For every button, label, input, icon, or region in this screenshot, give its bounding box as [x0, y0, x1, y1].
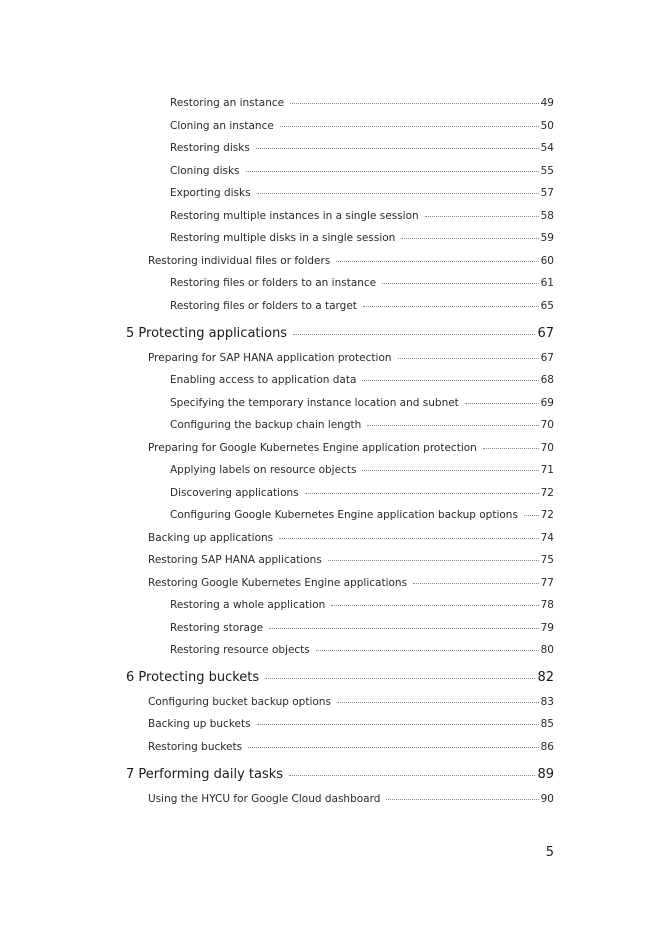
toc-entry-page: 58	[540, 210, 554, 222]
toc-entry[interactable]	[148, 255, 554, 267]
toc-entry[interactable]	[170, 210, 554, 222]
dot-leader	[362, 380, 538, 381]
dot-leader	[305, 493, 539, 494]
toc-entry[interactable]	[170, 509, 554, 521]
dot-leader	[363, 306, 539, 307]
toc-entry-page: 67	[537, 326, 554, 341]
toc-entry[interactable]	[170, 622, 554, 634]
dot-leader	[280, 126, 539, 127]
toc-entry-title: Restoring a whole application	[170, 599, 326, 611]
toc-entry-page: 71	[540, 464, 554, 476]
toc-entry-title: Cloning disks	[170, 165, 240, 177]
dot-leader	[257, 193, 539, 194]
toc-entry[interactable]	[170, 599, 554, 611]
toc-entry-page: 75	[540, 554, 554, 566]
dot-leader	[398, 358, 539, 359]
dot-leader	[362, 470, 538, 471]
dot-leader	[524, 515, 539, 516]
dot-leader	[269, 628, 539, 629]
toc-entry-title: Configuring bucket backup options	[148, 696, 331, 708]
toc-entry-title: 6 Protecting buckets	[126, 670, 260, 685]
toc-entry-title: Enabling access to application data	[170, 374, 357, 386]
toc-entry-title: Specifying the temporary instance location and subnet	[170, 397, 459, 409]
toc-entry-page: 69	[540, 397, 554, 409]
toc-entry-page: 79	[540, 622, 554, 634]
toc-entry-page: 74	[540, 532, 554, 544]
toc-entry[interactable]	[170, 165, 554, 177]
dot-leader	[289, 775, 535, 776]
toc-entry-page: 59	[540, 232, 554, 244]
toc-entry[interactable]	[170, 374, 554, 386]
toc-entry[interactable]	[148, 532, 554, 544]
toc-entry-title: Restoring multiple instances in a single session	[170, 210, 419, 222]
dot-leader	[382, 283, 538, 284]
toc-entry-title: Configuring the backup chain length	[170, 419, 362, 431]
toc-entry-page: 72	[540, 509, 554, 521]
toc-entry-page: 49	[540, 97, 554, 109]
dot-leader	[367, 425, 538, 426]
dot-leader	[290, 103, 539, 104]
toc-entry-title: Exporting disks	[170, 187, 251, 199]
toc-entry-page: 68	[540, 374, 554, 386]
toc-chapter-entry[interactable]	[126, 670, 554, 685]
toc-entry[interactable]	[148, 442, 554, 454]
dot-leader	[256, 148, 539, 149]
toc-entry[interactable]	[170, 232, 554, 244]
toc-entry-title: Restoring disks	[170, 142, 250, 154]
toc-entry-page: 77	[540, 577, 554, 589]
toc-entry-title: Configuring Google Kubernetes Engine application backup options	[170, 509, 518, 521]
toc-entry-page: 65	[540, 300, 554, 312]
dot-leader	[293, 334, 535, 335]
dot-leader	[425, 216, 539, 217]
dot-leader	[336, 261, 538, 262]
toc-entry-title: 5 Protecting applications	[126, 326, 288, 341]
toc-entry-page: 61	[540, 277, 554, 289]
toc-entry-page: 90	[540, 793, 554, 805]
toc-entry-page: 70	[540, 442, 554, 454]
toc-entry[interactable]	[148, 696, 554, 708]
toc-entry-title: Using the HYCU for Google Cloud dashboard	[148, 793, 381, 805]
toc-entry-title: Cloning an instance	[170, 120, 274, 132]
toc-entry-title: 7 Performing daily tasks	[126, 767, 284, 782]
dot-leader	[483, 448, 539, 449]
toc-entry[interactable]	[148, 718, 554, 730]
toc-entry[interactable]	[170, 397, 554, 409]
toc-entry[interactable]	[148, 793, 554, 805]
toc-entry-title: Restoring resource objects	[170, 644, 310, 656]
toc-entry-title: Restoring buckets	[148, 741, 243, 753]
toc-entry-title: Discovering applications	[170, 487, 299, 499]
toc-entry[interactable]	[170, 277, 554, 289]
toc-entry-page: 72	[540, 487, 554, 499]
dot-leader	[386, 799, 538, 800]
dot-leader	[265, 678, 535, 679]
toc-entry-title: Backing up applications	[148, 532, 274, 544]
toc-entry[interactable]	[170, 120, 554, 132]
toc-entry-page: 70	[540, 419, 554, 431]
toc-entry-title: Applying labels on resource objects	[170, 464, 357, 476]
dot-leader	[316, 650, 539, 651]
dot-leader	[328, 560, 539, 561]
dot-leader	[413, 583, 539, 584]
toc-entry-page: 67	[540, 352, 554, 364]
toc-chapter-entry[interactable]	[126, 326, 554, 341]
toc-entry[interactable]	[148, 352, 554, 364]
toc-entry-title: Restoring Google Kubernetes Engine applications	[148, 577, 408, 589]
toc-entry-page: 60	[540, 255, 554, 267]
dot-leader	[465, 403, 539, 404]
toc-entry-title: Restoring files or folders to a target	[170, 300, 357, 312]
toc-entry-page: 78	[540, 599, 554, 611]
toc-entry-page: 83	[540, 696, 554, 708]
toc-entry-page: 80	[540, 644, 554, 656]
dot-leader	[246, 171, 539, 172]
toc-entry-title: Preparing for SAP HANA application protection	[148, 352, 392, 364]
toc-entry[interactable]	[170, 464, 554, 476]
toc-entry[interactable]	[170, 187, 554, 199]
toc-entry-title: Restoring an instance	[170, 97, 285, 109]
dot-leader	[257, 724, 539, 725]
toc-chapter-entry[interactable]	[126, 767, 554, 782]
dot-leader	[401, 238, 538, 239]
toc-entry-page: 57	[540, 187, 554, 199]
toc-entry-title: Preparing for Google Kubernetes Engine application protection	[148, 442, 477, 454]
toc-entry[interactable]	[170, 97, 554, 109]
toc-entry[interactable]	[170, 142, 554, 154]
toc-entry-page: 82	[537, 670, 554, 685]
toc-entry[interactable]	[170, 300, 554, 312]
toc-entry-page: 50	[540, 120, 554, 132]
toc-entry[interactable]	[148, 554, 554, 566]
toc-entry[interactable]	[170, 487, 554, 499]
dot-leader	[331, 605, 538, 606]
dot-leader	[248, 747, 539, 748]
toc-entry-title: Restoring SAP HANA applications	[148, 554, 322, 566]
toc-entry-title: Restoring storage	[170, 622, 264, 634]
toc-entry[interactable]	[148, 577, 554, 589]
toc-entry-page: 55	[540, 165, 554, 177]
toc-entry-page: 89	[537, 767, 554, 782]
toc-entry[interactable]	[170, 419, 554, 431]
toc-entry-page: 85	[540, 718, 554, 730]
toc-entry-page: 86	[540, 741, 554, 753]
toc-entry[interactable]	[148, 741, 554, 753]
toc-entry-title: Backing up buckets	[148, 718, 251, 730]
toc-entry-title: Restoring individual files or folders	[148, 255, 331, 267]
dot-leader	[279, 538, 539, 539]
toc-entry-title: Restoring files or folders to an instance	[170, 277, 377, 289]
dot-leader	[337, 702, 539, 703]
toc-entry-page: 54	[540, 142, 554, 154]
toc-entry[interactable]	[170, 644, 554, 656]
page-number: 5	[545, 845, 554, 860]
toc-entry-title: Restoring multiple disks in a single session	[170, 232, 396, 244]
